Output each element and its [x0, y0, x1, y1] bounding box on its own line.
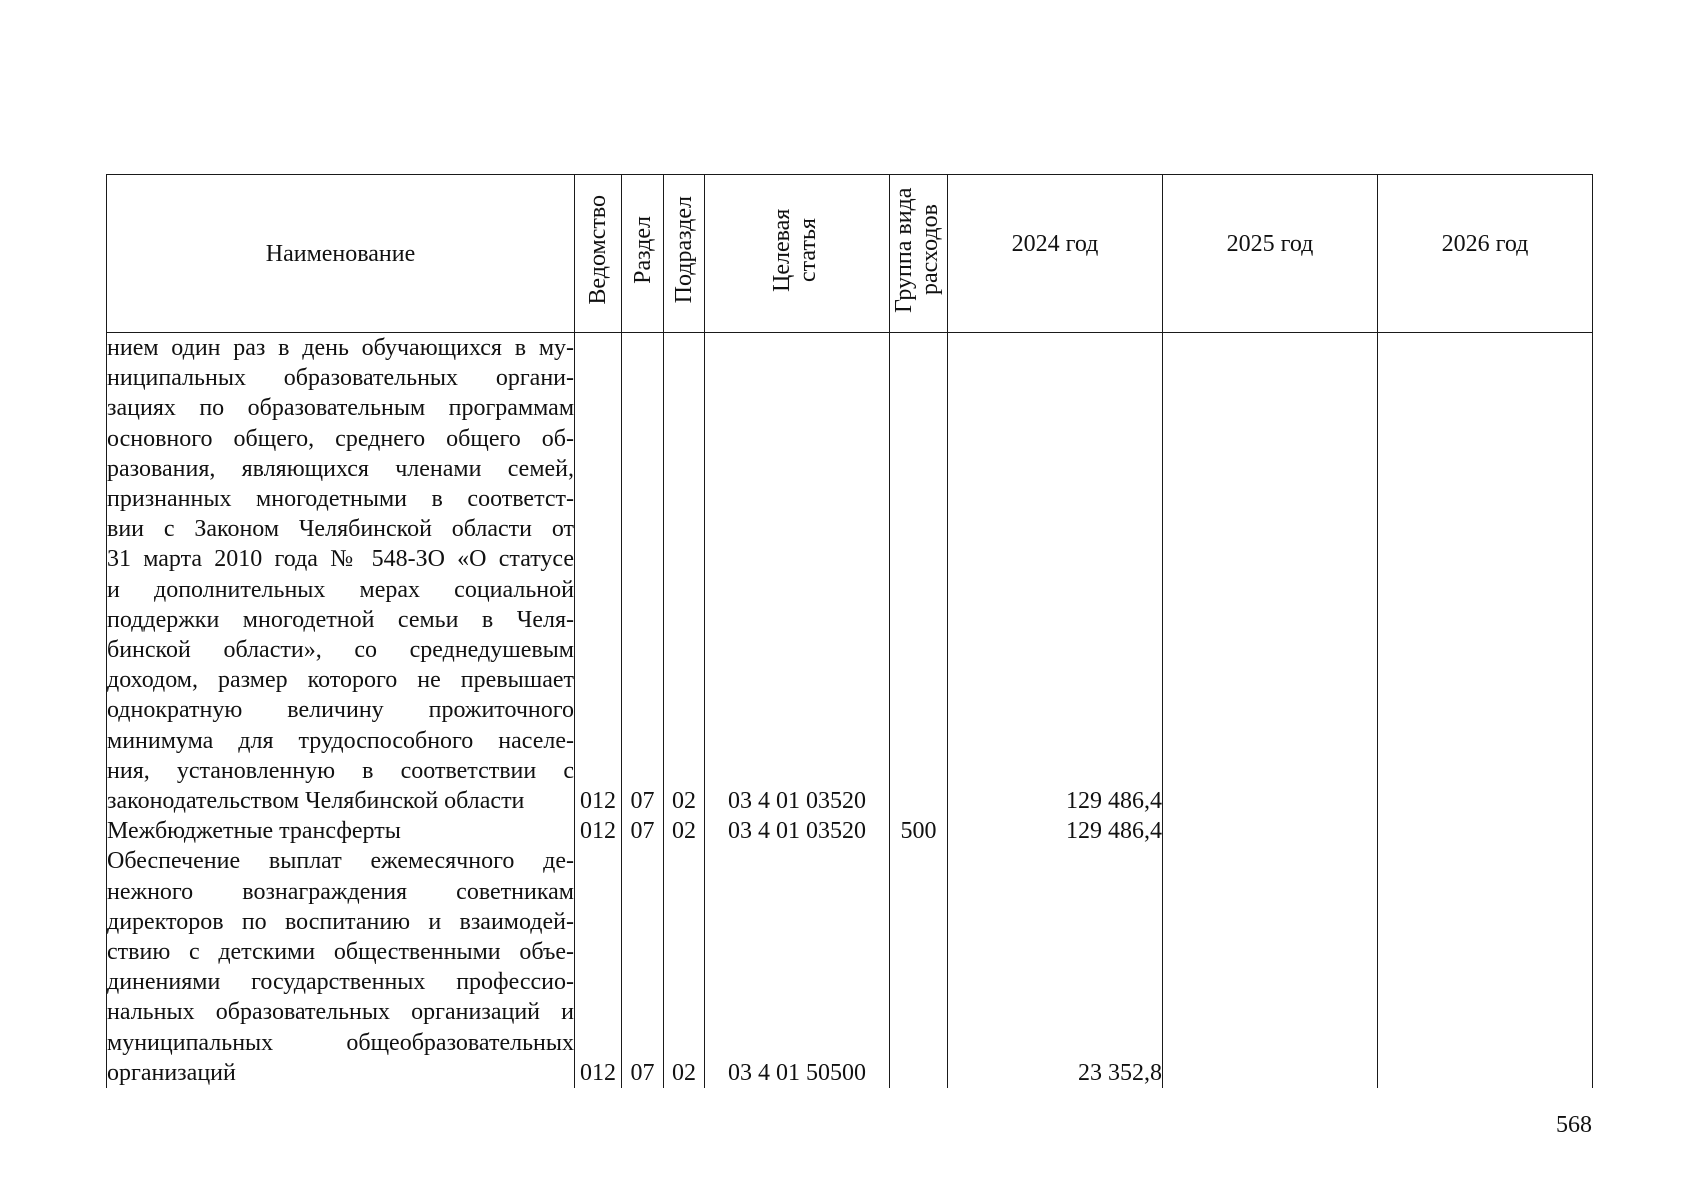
header-name-label: Наименование [265, 240, 416, 267]
header-year-2024-label: 2024 год [1011, 230, 1099, 257]
row-name-line: поддержки многодетной семьи в Челя- [107, 606, 574, 633]
row-name-line: основного общего, среднего общего об- [107, 425, 574, 452]
row-y2024: 129 486,4 [948, 333, 1163, 817]
row-name-line: доходом, размер которого не превышает [107, 667, 574, 694]
row-pod: 02 [664, 816, 705, 846]
header-gruppa-label: Группа вида расходов [890, 187, 943, 313]
row-y2025 [1163, 846, 1378, 1088]
row-name-line: ниципальных образовательных органи- [107, 365, 574, 392]
row-name-line: организаций [107, 1059, 236, 1086]
row-name-line: директоров по воспитанию и взаимодей- [107, 908, 574, 935]
header-gruppa [890, 175, 948, 333]
row-y2026 [1378, 846, 1593, 1088]
header-year-2024 [948, 175, 1163, 333]
row-name-line: и дополнительных мерах социальной [107, 576, 574, 603]
row-y2025 [1163, 333, 1378, 817]
row-cel: 03 4 01 03520 [705, 333, 890, 817]
row-pod: 02 [664, 333, 705, 817]
page-number: 568 [1556, 1112, 1592, 1138]
row-grp [890, 333, 948, 817]
budget-table [106, 174, 1593, 1088]
row-ved: 012 [575, 816, 622, 846]
row-grp [890, 846, 948, 1088]
row-name-line: зациях по образовательным программам [107, 395, 574, 422]
table-row [107, 816, 1593, 846]
header-year-2025-label: 2025 год [1226, 230, 1314, 257]
header-year-2025 [1163, 175, 1378, 333]
row-name-line: Межбюджетные трансферты [107, 818, 401, 845]
row-name-line: 31 марта 2010 года № 548-ЗО «О статусе [107, 546, 574, 573]
header-podrazdel [664, 175, 705, 333]
table-row [107, 333, 1593, 817]
row-name-line: однократную величину прожиточного [107, 697, 574, 724]
header-celevaya-label: Целевая статья [769, 208, 821, 292]
row-name-line: муниципальных общеобразовательных [107, 1029, 574, 1056]
row-y2024: 129 486,4 [948, 816, 1163, 846]
row-razd: 07 [622, 333, 664, 817]
row-name-line: ствию с детскими общественными объе- [107, 939, 574, 966]
row-name-line: нежного вознаграждения советникам [107, 878, 574, 905]
row-name-line: признанных многодетными в соответст- [107, 486, 574, 513]
row-cel: 03 4 01 50500 [705, 846, 890, 1088]
header-celevaya [705, 175, 890, 333]
row-name-line: законодательством Челябинской области [107, 788, 525, 815]
header-name [107, 175, 575, 333]
row-name-line: вии с Законом Челябинской области от [107, 516, 574, 543]
row-razd: 07 [622, 816, 664, 846]
header-year-2026 [1378, 175, 1593, 333]
row-razd: 07 [622, 846, 664, 1088]
row-name-line: динениями государственных профессио- [107, 969, 574, 996]
row-name-line: нальных образовательных организаций и [107, 999, 574, 1026]
header-vedomstvo [575, 175, 622, 333]
table-header [107, 175, 1593, 333]
row-name-line: Обеспечение выплат ежемесячного де- [107, 848, 574, 875]
row-cel: 03 4 01 03520 [705, 816, 890, 846]
row-name-line: минимума для трудоспособного населе- [107, 727, 574, 754]
row-pod: 02 [664, 846, 705, 1088]
row-grp: 500 [890, 816, 948, 846]
row-ved: 012 [575, 333, 622, 817]
table-row [107, 846, 1593, 1088]
row-name-line: нием один раз в день обучающихся в му- [107, 335, 574, 361]
row-ved: 012 [575, 846, 622, 1088]
header-vedomstvo-label: Ведомство [585, 195, 611, 305]
row-y2026 [1378, 816, 1593, 846]
row-name [107, 816, 575, 846]
header-razdel-label: Раздел [629, 216, 656, 284]
row-name [107, 846, 575, 1088]
table-body [107, 333, 1593, 1089]
header-razdel [622, 175, 664, 333]
row-name [107, 333, 575, 817]
header-year-2026-label: 2026 год [1441, 230, 1529, 257]
row-name-line: разования, являющихся членами семей, [107, 455, 574, 482]
row-name-line: бинской области», со среднедушевым [107, 637, 574, 664]
row-y2026 [1378, 333, 1593, 817]
header-podrazdel-label: Подраздел [671, 196, 697, 304]
row-y2025 [1163, 816, 1378, 846]
row-name-line: ния, установленную в соответствии с [107, 757, 574, 784]
row-y2024: 23 352,8 [948, 846, 1163, 1088]
